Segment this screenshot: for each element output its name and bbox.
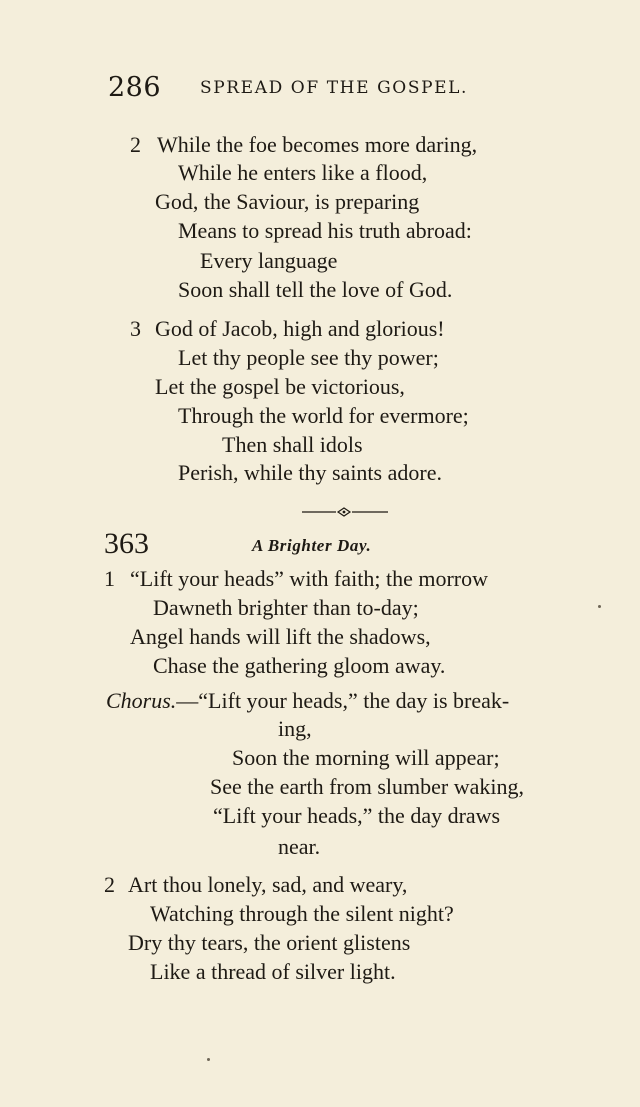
verse-line: While the foe becomes more daring, [157, 132, 478, 157]
chorus-line: near. [278, 834, 321, 859]
hymn-title: A Brighter Day. [252, 536, 372, 555]
verse-line: Through the world for evermore; [178, 403, 469, 428]
chorus-label: Chorus. [106, 688, 177, 713]
page-number: 286 [108, 72, 162, 103]
hymn-number: 363 [104, 527, 149, 560]
chorus-line: ing, [278, 716, 312, 741]
verse-number: 1 [104, 566, 115, 591]
verse-line: Chase the gathering gloom away. [153, 653, 446, 678]
verse-line: Then shall idols [222, 432, 363, 457]
verse-line: Like a thread of silver light. [150, 959, 396, 984]
chorus-line: “Lift your heads,” the day draws [213, 803, 501, 828]
verse-line: God of Jacob, high and glorious! [155, 316, 445, 341]
verse-line: Dawneth brighter than to-day; [153, 595, 419, 620]
verse-line: Perish, while thy saints adore. [178, 460, 442, 485]
verse-line: Every language [200, 248, 338, 273]
chorus-line: See the earth from slumber waking, [210, 774, 525, 799]
verse-line: Art thou lonely, sad, and weary, [128, 872, 408, 897]
verse-line: Let the gospel be victorious, [155, 374, 405, 399]
chorus-line: —“Lift your heads,” the day is break- [176, 688, 510, 713]
paper-speck [598, 605, 601, 608]
page-header [108, 72, 469, 103]
verse-line: Soon shall tell the love of God. [178, 277, 453, 302]
verse-line: While he enters like a flood, [178, 160, 428, 185]
verse-line: Angel hands will lift the shadows, [130, 624, 431, 649]
verse-number: 2 [130, 132, 141, 157]
running-title: SPREAD OF THE GOSPEL. [200, 78, 469, 98]
verse-line: Let thy people see thy power; [178, 345, 439, 370]
chorus-first-line [106, 688, 509, 714]
verse-line: Dry thy tears, the orient glistens [128, 930, 411, 955]
chorus-line: Soon the morning will appear; [232, 745, 500, 770]
verse-line: God, the Saviour, is preparing [155, 189, 420, 214]
verse-line: “Lift your heads” with faith; the morrow [130, 566, 489, 591]
verse-line: Watching through the silent night? [150, 901, 454, 926]
verse-number: 2 [104, 872, 115, 897]
ornament-divider [300, 505, 390, 519]
verse-number: 3 [130, 316, 141, 341]
verse-line: Means to spread his truth abroad: [178, 218, 472, 243]
paper-speck [207, 1058, 210, 1061]
